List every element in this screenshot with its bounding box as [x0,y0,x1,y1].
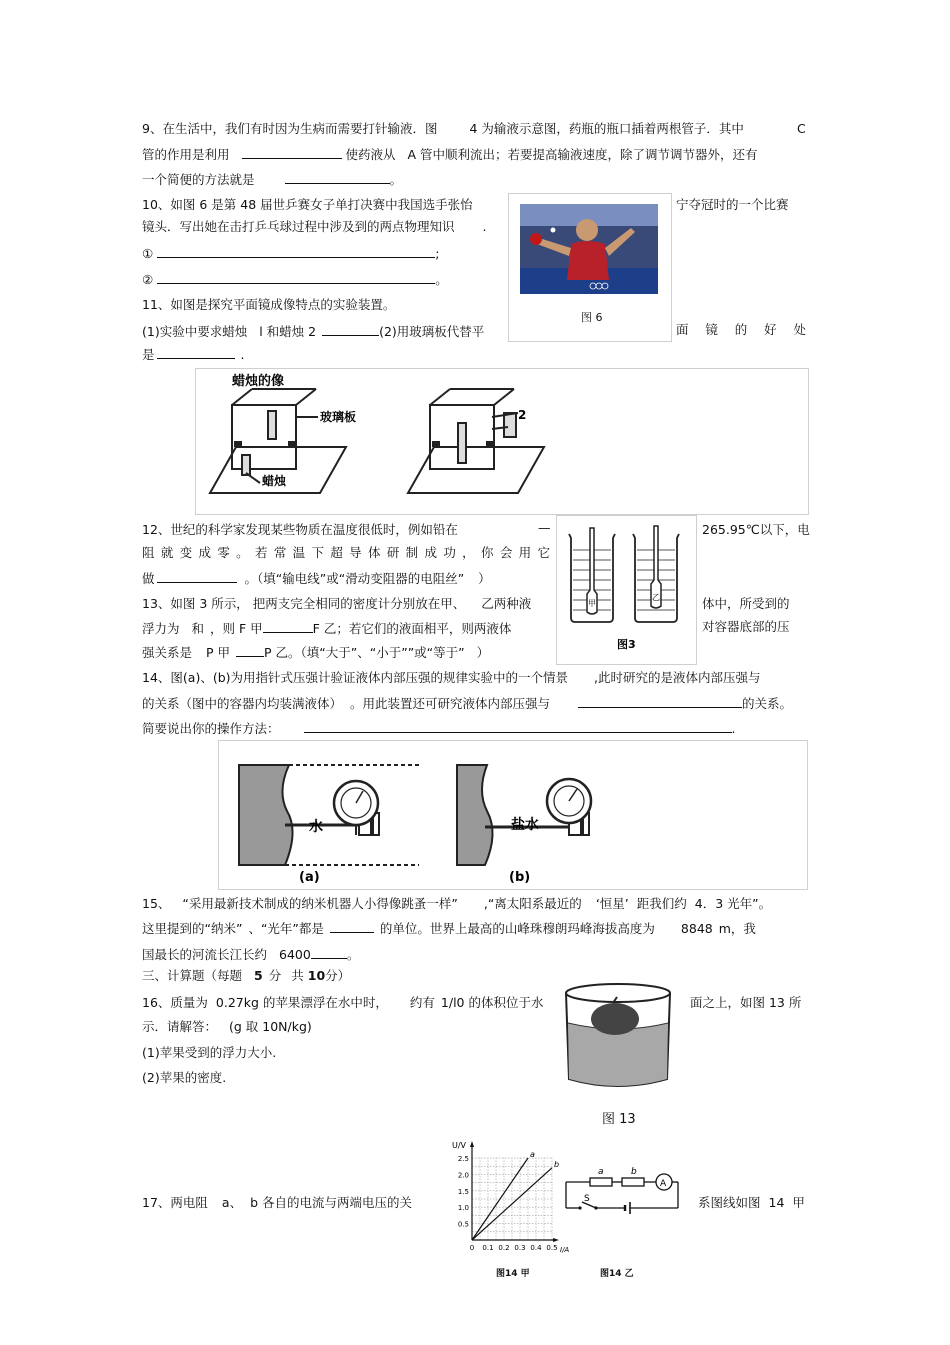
x-tick-label: 0.5 [546,1244,558,1252]
q11-line1: 11、如图是探究平面镜成像特点的实验装置。 [142,297,396,312]
text: 9、在生活中，我们有时因为生病而需要打针输液．图 [142,121,438,136]
text: 8848 [680,921,713,936]
q16-line1 [142,995,543,1011]
candle-2-label: 2 [518,408,527,422]
x-axis-arrow [553,1238,559,1242]
graph-grid [472,1158,552,1240]
figure-6-box [508,193,672,342]
q13-right2: 对容器底部的压 [702,619,790,634]
series-label-b: b [554,1159,560,1169]
q13-line1 [142,596,531,612]
x-tick-labels [470,1244,558,1252]
text: 系图线如图 [698,1195,761,1210]
q16-line3: (1)苹果受到的浮力大小. [142,1045,277,1060]
text: 使药液从 [345,147,396,162]
text: 15、 [142,896,171,911]
blank-q11-2[interactable] [157,345,235,359]
text: 示．请解答： [142,1019,218,1034]
q14-line3 [142,719,736,737]
text: 简要说出你的操作方法： [142,721,280,736]
q16-line4: (2)苹果的密度. [142,1070,227,1085]
q12-line3 [142,569,491,587]
q17-line1 [142,1195,412,1211]
text: 的单位。世界上最高的山峰珠穆朗玛峰海拔高度为 [379,921,655,936]
text: F 乙；若它们的液面相平，则两液体 [312,621,512,636]
blank-q15-2[interactable] [311,945,347,959]
blank-q11-1[interactable] [322,322,379,336]
text: ,“离太阳系最近的 [483,896,582,911]
text: 的关系（图中的容器内均装满液体） [142,696,343,711]
text: m，我 [718,921,756,936]
text: ） [476,645,490,660]
y-axis-arrow [470,1141,474,1147]
water-label: 水 [309,819,323,835]
text: 分 [268,968,282,983]
q15-line2 [142,919,756,937]
text: 共 [291,968,304,983]
q12-dash: — [538,520,551,535]
y-tick-labels [458,1155,469,1229]
x-tick-label: 0.4 [530,1244,542,1252]
blank-q13-1[interactable] [263,619,313,633]
q10-item1 [142,244,439,262]
text: 管的作用是利用 [142,147,230,162]
text: 约有 [409,995,435,1010]
text: ‘恒星’ [595,896,629,911]
q9-c-label: C [797,121,806,136]
y-axis-label: U/V [452,1141,467,1150]
figure-14-yi-caption: 图14 乙 [600,1269,634,1279]
y-tick-label: 0.5 [457,1220,469,1229]
figure-13-caption: 图 13 [602,1112,636,1127]
q10-line2 [142,219,487,235]
x-tick-label: 0.1 [482,1244,494,1252]
q9-line3 [142,170,402,188]
y-tick-label: 1.5 [457,1187,469,1196]
text: 是 [142,347,155,362]
text: a、 [221,1195,243,1210]
text: 浮力为 [142,621,180,636]
figure-6-caption: 图 6 [581,311,603,324]
text: ,此时研究的是液体内部压强与 [594,670,761,685]
text: 14、图(a)、(b)为用指针式压强计验证液体内部压强的规律实验中的一个情景 [142,670,569,685]
text: (1)实验中要求蜡烛 [142,324,248,339]
q10-line1: 10、如图 6 是第 48 届世乒赛女子单打决赛中我国选手张怡 [142,197,473,212]
pressure-gauge-drawing [219,741,807,889]
ui-graph-figure [446,1138,570,1260]
q11-line3 [142,345,245,363]
q12-right1: 265.95℃以下，电 [702,522,810,537]
q10-right1: 宁夺冠时的一个比赛 [676,197,789,212]
q9-line2 [142,145,758,163]
q16-right1: 面之上，如图 13 所 [690,995,802,1010]
text: 6400 [279,947,311,962]
text: . [482,219,487,234]
x-tick-label: 0.3 [514,1244,526,1252]
text: 距我们约 [636,896,687,911]
q11-line2 [142,322,484,340]
y-tick-label: 2.0 [457,1171,469,1180]
text: 做 [142,571,155,586]
text: 4．3 光年”。 [694,896,772,911]
blank-q14-1[interactable] [578,694,742,708]
text: 。 [435,272,448,287]
text: 这里提到的“纳米” [142,921,243,936]
q15-line3 [142,945,359,963]
x-axis-label: I/A [560,1246,570,1254]
series-line-a [472,1158,528,1240]
text: 一个简便的方法就是 [142,172,255,187]
text: 17、两电阻 [142,1195,208,1210]
text: ） [478,571,491,586]
text: 4 为输液示意图，药瓶的瓶口插着两根管子．其中 [469,121,744,136]
text: (g 取 10N/kg) [229,1019,312,1034]
text: 。 [346,947,360,962]
text: ，则 F 甲 [210,621,263,636]
beaker-apple-figure [555,975,685,1095]
q13-line2 [142,619,511,637]
q15-line1 [142,896,771,912]
q14-line2 [142,694,792,712]
figure-a-label: (a) [299,870,320,885]
figure-3-box [556,515,697,665]
text: 和 [191,621,205,636]
text: 乙两种液 [481,596,532,611]
switch-label: S [584,1194,590,1204]
y-tick-label: 2.5 [457,1155,469,1163]
series-lines [472,1150,559,1240]
salt-water-label: 盐水 [511,817,539,833]
text: ① [142,246,154,261]
mirror-experiment-drawing [196,369,808,514]
text: 1/l0 的体积位于水 [440,995,544,1010]
text: 5 [254,968,263,983]
x-tick-label: 0.2 [498,1244,510,1252]
text: l 和蜡烛 2 [259,324,317,339]
text: A 管中顺利流出；若要提高输液速度，除了调节调节器外，还有 [407,147,758,162]
glass-plate-label: 玻璃板 [320,410,357,424]
q12-line1: 12、世纪的科学家发现某些物质在温度很低时，例如铅在 [142,522,458,537]
text: . [731,721,736,736]
text: 国最长的河流长江长约 [142,947,268,962]
jia-label: 甲 [588,599,596,608]
text: . [240,347,245,362]
q17-right1 [698,1195,805,1211]
text: b 各自的电流与两端电压的关 [250,1195,412,1210]
blank-q15-1[interactable] [330,919,374,933]
circuit-figure [560,1160,684,1222]
text: “采用最新技术制成的纳米机器人小得像跳蚤一样” [182,896,458,911]
text: 13、如图 3 所示， 把两支完全相同的密度计分别放在甲、 [142,596,466,611]
blank-q10-2[interactable] [157,270,435,284]
figure-14-jia-caption: 图14 甲 [496,1269,530,1279]
blank-q9-1[interactable] [242,145,342,159]
series-label-a: a [530,1150,535,1159]
blank-q10-1[interactable] [157,244,435,258]
q11-right2: 面 镜 的 好 处 [676,322,806,337]
text: 。（填“输电线”或“滑动变阻器的电阻丝” [244,571,465,586]
q12-line2: 阻 就 变 成 零 。 若 常 温 下 超 导 体 研 制 成 功 ， 你 会 用 它 [142,545,550,560]
text: 。 [389,172,403,187]
text: ; [435,246,440,261]
q10-item2 [142,270,448,288]
section-3-heading [142,968,350,984]
y-tick-label: 1.0 [457,1204,469,1213]
q16-line2 [142,1019,312,1035]
ammeter-label: A [660,1179,667,1189]
blank-q13-2[interactable] [236,643,264,657]
circuit-resistor-a-label: a [598,1167,604,1177]
text: 强关系是 [142,645,193,660]
blank-q9-2[interactable] [285,170,390,184]
yi-label: 乙 [652,593,660,602]
text: 的关系。 [742,696,793,711]
figure-b-label: (b) [509,870,531,885]
q13-line3 [142,643,489,661]
text: 、“光年”都是 [248,921,324,936]
text: 14 [768,1195,785,1210]
text: 0.27kg 的苹果漂浮在水中时， [215,995,388,1010]
text: 16、质量为 [142,995,208,1010]
text: 。用此装置还可研究液体内部压强与 [350,696,551,711]
text: (2)用玻璃板代替平 [379,324,485,339]
text: P 甲 [206,645,231,660]
text: 镜头．写出她在击打乒乓球过程中涉及到的两点物理知识 [142,219,455,234]
candle-image-label: 蜡烛的像 [232,374,285,389]
text: ② [142,272,154,287]
text: 三、计算题（每题 [142,968,243,983]
candle-label: 蜡烛 [262,474,287,488]
figure-3-caption: 图3 [617,638,636,651]
q13-right1: 体中，所受到的 [702,596,790,611]
q9-line1 [142,121,744,137]
q14-line1 [142,670,761,686]
text: 10 [307,968,326,983]
hydrometer-drawing [557,516,696,664]
text: P 乙。（填“大于”、“小于””或“等于” [264,645,465,660]
blank-q14-2[interactable] [304,719,732,733]
blank-q12[interactable] [157,569,237,583]
pressure-gauge-figure [218,740,808,890]
mirror-experiment-figure [195,368,809,515]
x-tick-label: 0 [469,1244,475,1252]
text: 甲 [792,1195,805,1210]
circuit-resistor-b-label: b [631,1167,637,1177]
text: 分） [325,968,351,983]
